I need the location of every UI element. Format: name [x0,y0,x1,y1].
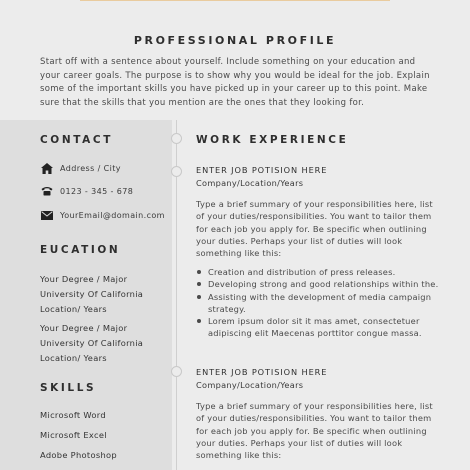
contact-email[interactable] [40,208,165,222]
bullet-dot [197,295,201,299]
work-heading: WORK EXPERIENCE [196,134,349,146]
job-subtitle: Company/Location/Years [196,178,304,188]
education-entry [40,321,172,366]
job-subtitle: Company/Location/Years [196,380,304,390]
education-location: Location/ Years [40,353,107,363]
bullet-dot [197,319,201,323]
timeline-dot [171,133,182,144]
timeline-dot [171,166,182,177]
bullet-item [196,266,442,278]
bullet-item [196,315,442,340]
bullet-item [196,278,442,290]
bullet-text: Lorem ipsum dolor sit it mas amet, consectetuer adipiscing elit Maecenas porttitor congue massa. [208,316,422,339]
phone-icon [40,185,54,197]
job-bullets [196,266,442,340]
bullet-dot [197,282,201,286]
skills-heading: SKILLS [40,382,97,394]
education-degree: Your Degree / Major [40,323,128,333]
address-text: Address / City [60,163,121,173]
envelope-icon [40,209,54,221]
skill-item: Adobe Photoshop [40,450,117,460]
bullet-text: Creation and distribution of press releases. [208,267,396,277]
job-title: ENTER JOB POTISION HERE [196,165,328,175]
bullet-text: Developing strong and good relationships within the. [208,279,439,290]
skill-item: Microsoft Word [40,410,106,420]
bullet-dot [197,270,201,274]
education-school: University Of California [40,289,144,299]
education-school: University Of California [40,338,144,348]
education-degree: Your Degree / Major [40,274,128,284]
job-summary: Type a brief summary of your responsibilities here, list of your duties/responsibilities. You want to tailor them for each job you apply for. Be specific when outlining your duties. Perhaps your list of duties will look something like this: [196,401,433,461]
job-summary: Type a brief summary of your responsibilities here, list of your duties/responsibilities. You want to tailor them for each job you apply for. Be specific when outlining your duties. Perhaps your list of duties will look something like this: [196,199,433,259]
profile-text: Start off with a sentence about yourself. Include something on your education and your career goals. The purpose is to show why you would be ideal for the job. Explain some of the important skills you have picked up in your career up to this point. Make sure that the skills that you mention are the ones that they looking for. [40,57,430,108]
bullet-item [196,291,442,316]
contact-heading: CONTACT [40,134,113,146]
contact-address [40,161,121,175]
phone-text: 0123 - 345 - 678 [60,186,134,196]
skill-item: Microsoft Excel [40,430,107,440]
contact-phone [40,184,133,198]
bullet-text: Assisting with the development of media campaign strategy. [208,291,432,314]
timeline-dot [171,366,182,377]
email-text: YourEmail@domain.com [60,210,165,220]
profile-heading: PROFESSIONAL PROFILE [133,34,337,47]
education-heading: EUCATION [40,244,121,256]
education-location: Location/ Years [40,304,107,314]
home-icon [40,162,54,174]
job-title: ENTER JOB POTISION HERE [196,367,328,377]
education-entry [40,272,172,317]
top-divider [80,0,390,1]
